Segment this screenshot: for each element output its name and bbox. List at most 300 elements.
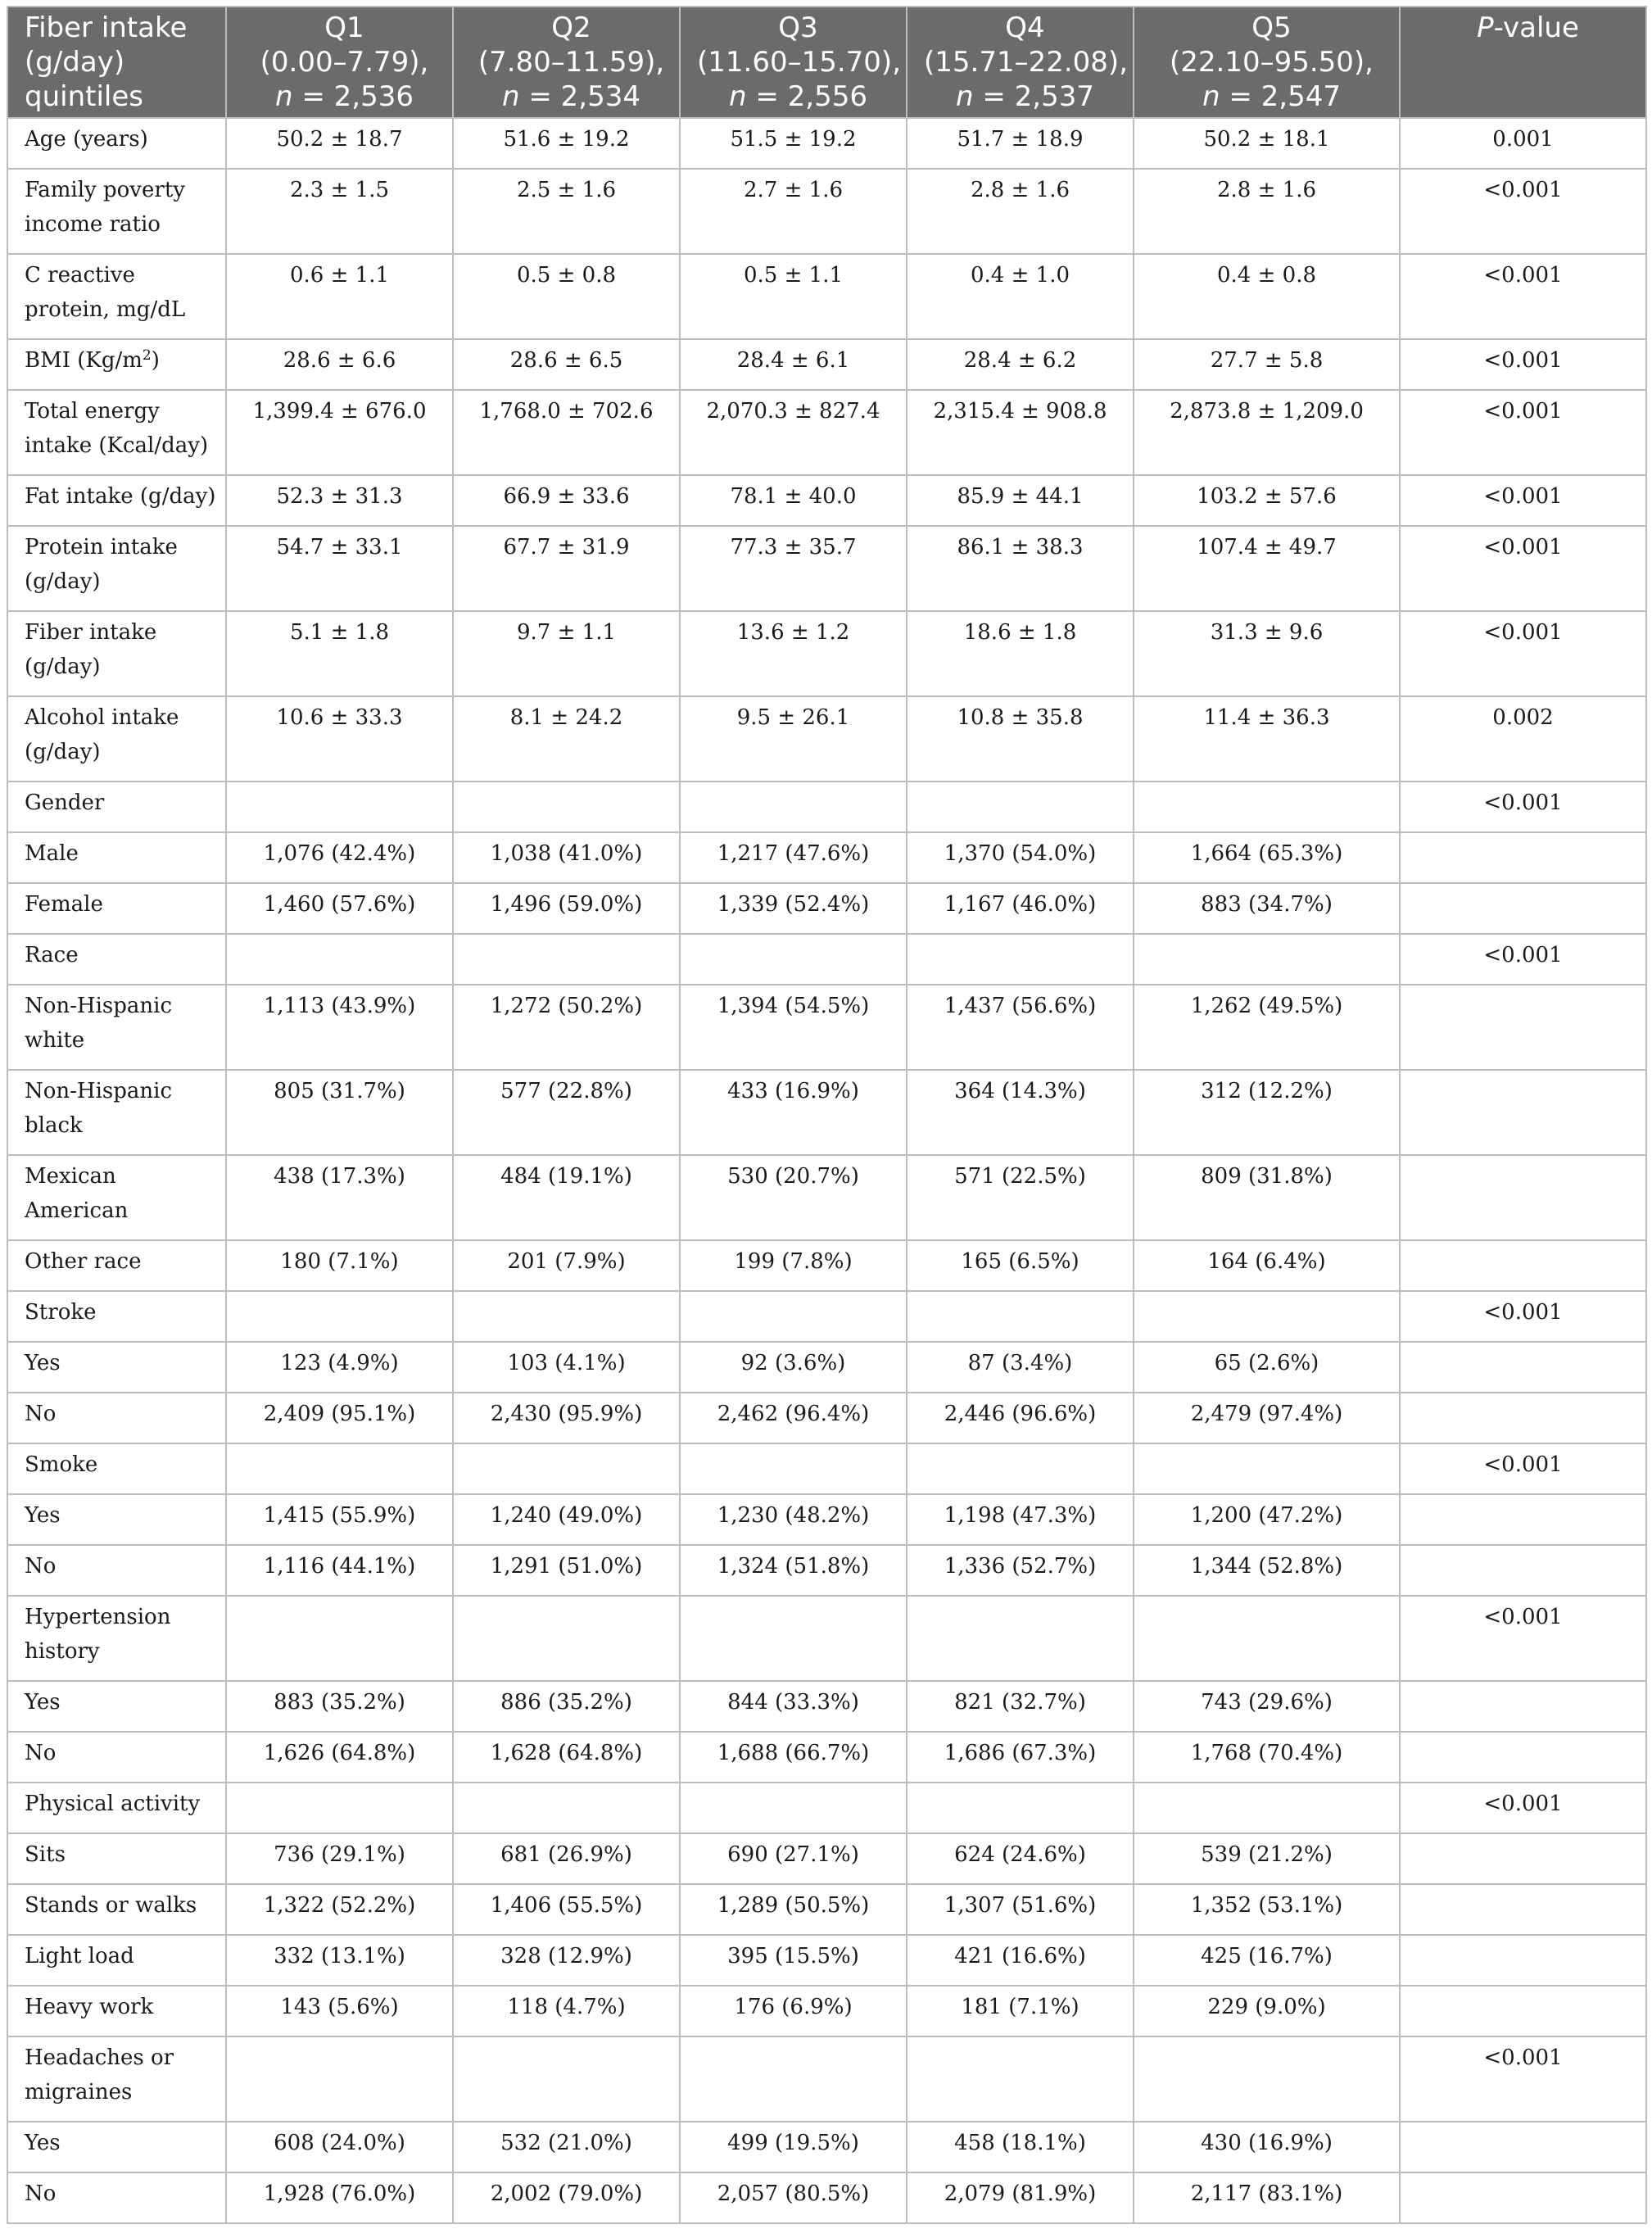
cell-q3: [680, 1291, 907, 1342]
cell-q1: 0.6 ± 1.1: [226, 254, 453, 339]
cell-q2: 886 (35.2%): [453, 1681, 680, 1732]
cell-q5: 50.2 ± 18.1: [1134, 118, 1400, 169]
row-label: [7, 781, 226, 832]
cell-q1: 50.2 ± 18.7: [226, 118, 453, 169]
cell-p-value: <0.001: [1400, 390, 1646, 475]
cell-q3: 9.5 ± 26.1: [680, 696, 907, 781]
cell-q1: 1,113 (43.9%): [226, 985, 453, 1070]
cell-q1: [226, 1596, 453, 1681]
row-label-line: black: [25, 1113, 83, 1138]
cell-q2: 681 (26.9%): [453, 1833, 680, 1884]
row-label-line: Female: [25, 892, 103, 917]
table-row: [7, 1494, 1646, 1545]
cell-q3: 78.1 ± 40.0: [680, 475, 907, 526]
cell-q5: [1134, 934, 1400, 985]
cell-q3: 28.4 ± 6.1: [680, 339, 907, 390]
cell-q1: 736 (29.1%): [226, 1833, 453, 1884]
table-row: [7, 475, 1646, 526]
cell-q5: 164 (6.4%): [1134, 1240, 1400, 1291]
row-label-line: Gender: [25, 791, 105, 815]
cell-q1: 10.6 ± 33.3: [226, 696, 453, 781]
cell-q3: 1,289 (50.5%): [680, 1884, 907, 1935]
cell-q1: 438 (17.3%): [226, 1155, 453, 1240]
row-label: [7, 696, 226, 781]
cell-q5: [1134, 1783, 1400, 1833]
cell-q1: 143 (5.6%): [226, 1986, 453, 2036]
cell-q5: 229 (9.0%): [1134, 1986, 1400, 2036]
cell-q2: [453, 1443, 680, 1494]
table-row: [7, 934, 1646, 985]
cell-q3: 433 (16.9%): [680, 1070, 907, 1155]
row-label-line: No: [25, 2181, 57, 2206]
table-row: [7, 1443, 1646, 1494]
cell-q5: 1,768 (70.4%): [1134, 1732, 1400, 1783]
cell-q5: 2.8 ± 1.6: [1134, 169, 1400, 254]
cell-q3: 1,324 (51.8%): [680, 1545, 907, 1596]
header-n: n = 2,536: [274, 80, 414, 113]
cell-q1: 52.3 ± 31.3: [226, 475, 453, 526]
row-label: [7, 1986, 226, 2036]
row-label: [7, 1596, 226, 1681]
row-label-line: Family poverty: [25, 178, 185, 202]
row-label: [7, 118, 226, 169]
cell-q5: [1134, 1291, 1400, 1342]
row-label-line: Light load: [25, 1944, 134, 1968]
cell-q4: [907, 1596, 1134, 1681]
cell-q1: 805 (31.7%): [226, 1070, 453, 1155]
table-row: [7, 1291, 1646, 1342]
table-row: [7, 1545, 1646, 1596]
table-body: [7, 118, 1646, 2223]
cell-q4: 1,167 (46.0%): [907, 883, 1134, 934]
row-label: [7, 611, 226, 696]
cell-q2: 2,002 (79.0%): [453, 2172, 680, 2223]
row-label-line: income ratio: [25, 212, 161, 237]
cell-q4: 1,437 (56.6%): [907, 985, 1134, 1070]
table-row: [7, 1732, 1646, 1783]
row-label: [7, 1884, 226, 1935]
cell-q3: 199 (7.8%): [680, 1240, 907, 1291]
cell-q2: [453, 781, 680, 832]
row-label-line: intake (Kcal/day): [25, 433, 209, 458]
cell-q1: 54.7 ± 33.1: [226, 526, 453, 611]
row-label-line: Non-Hispanic: [25, 994, 173, 1018]
cell-q1: 1,399.4 ± 676.0: [226, 390, 453, 475]
header-line: (7.80–11.59),: [477, 46, 665, 79]
cell-p-value: <0.001: [1400, 475, 1646, 526]
cell-p-value: <0.001: [1400, 1596, 1646, 1681]
row-label-line: (g/day): [25, 740, 101, 764]
cell-q2: [453, 1291, 680, 1342]
cell-q2: 577 (22.8%): [453, 1070, 680, 1155]
cell-q5: 430 (16.9%): [1134, 2122, 1400, 2172]
p-italic: P: [1477, 11, 1494, 44]
cell-q5: [1134, 2036, 1400, 2122]
header-n-value: = 2,556: [746, 80, 867, 113]
row-label-line: Age (years): [25, 127, 148, 152]
row-label: [7, 1155, 226, 1240]
cell-q1: [226, 781, 453, 832]
cell-q4: 2.8 ± 1.6: [907, 169, 1134, 254]
row-label-line: migraines: [25, 2080, 133, 2104]
cell-q4: 165 (6.5%): [907, 1240, 1134, 1291]
cell-q5: 1,200 (47.2%): [1134, 1494, 1400, 1545]
cell-q4: 87 (3.4%): [907, 1342, 1134, 1393]
cell-q4: 2,446 (96.6%): [907, 1393, 1134, 1443]
row-label: [7, 1935, 226, 1986]
table-row: [7, 1342, 1646, 1393]
cell-q1: 180 (7.1%): [226, 1240, 453, 1291]
cell-p-value: [1400, 1070, 1646, 1155]
table-row: [7, 1596, 1646, 1681]
table-row: [7, 1240, 1646, 1291]
header-n-value: = 2,547: [1220, 80, 1341, 113]
row-label-line: No: [25, 1402, 57, 1426]
cell-q4: 51.7 ± 18.9: [907, 118, 1134, 169]
cell-q5: 425 (16.7%): [1134, 1935, 1400, 1986]
cell-q4: 28.4 ± 6.2: [907, 339, 1134, 390]
row-label: [7, 254, 226, 339]
cell-q1: 28.6 ± 6.6: [226, 339, 453, 390]
cell-q2: 1,272 (50.2%): [453, 985, 680, 1070]
header-n: n = 2,537: [955, 80, 1094, 113]
row-label: [7, 390, 226, 475]
cell-q3: 395 (15.5%): [680, 1935, 907, 1986]
table-row: [7, 1393, 1646, 1443]
cell-q2: 532 (21.0%): [453, 2122, 680, 2172]
row-label-line: Yes: [25, 2131, 61, 2155]
cell-q3: 2.7 ± 1.6: [680, 169, 907, 254]
header-q3: [680, 7, 907, 118]
header-q4: [907, 7, 1134, 118]
header-n-value: = 2,534: [519, 80, 640, 113]
row-label-line: Physical activity: [25, 1792, 201, 1816]
cell-q1: 1,928 (76.0%): [226, 2172, 453, 2223]
cell-p-value: <0.001: [1400, 339, 1646, 390]
table-container: [7, 6, 1645, 2224]
header-row: [7, 7, 1646, 118]
row-label: [7, 1732, 226, 1783]
cell-q3: 499 (19.5%): [680, 2122, 907, 2172]
table-row: [7, 390, 1646, 475]
cell-q4: [907, 781, 1134, 832]
cell-p-value: 0.002: [1400, 696, 1646, 781]
cell-q4: 624 (24.6%): [907, 1833, 1134, 1884]
cell-q1: 2.3 ± 1.5: [226, 169, 453, 254]
row-label: [7, 526, 226, 611]
cell-q5: 1,262 (49.5%): [1134, 985, 1400, 1070]
row-label-line: Yes: [25, 1351, 61, 1375]
cell-q3: 1,217 (47.6%): [680, 832, 907, 883]
cell-q2: 484 (19.1%): [453, 1155, 680, 1240]
header-n-value: = 2,536: [292, 80, 414, 113]
row-label-line: Non-Hispanic: [25, 1079, 173, 1103]
cell-q2: [453, 1783, 680, 1833]
cell-q4: 10.8 ± 35.8: [907, 696, 1134, 781]
row-label-line: Male: [25, 841, 79, 866]
cell-q5: 539 (21.2%): [1134, 1833, 1400, 1884]
cell-q3: 530 (20.7%): [680, 1155, 907, 1240]
cell-q4: 181 (7.1%): [907, 1986, 1134, 2036]
cell-q4: 1,686 (67.3%): [907, 1732, 1134, 1783]
cell-q4: 1,370 (54.0%): [907, 832, 1134, 883]
header-line: Q1: [324, 11, 364, 44]
cell-p-value: [1400, 832, 1646, 883]
header-line: (0.00–7.79),: [260, 46, 429, 79]
cell-p-value: [1400, 1935, 1646, 1986]
cell-q2: 2.5 ± 1.6: [453, 169, 680, 254]
cell-q4: 18.6 ± 1.8: [907, 611, 1134, 696]
header-n: n = 2,556: [728, 80, 867, 113]
cell-q3: [680, 1783, 907, 1833]
header-q2: [453, 7, 680, 118]
table-row: [7, 1783, 1646, 1833]
header-line: Q4: [1005, 11, 1045, 44]
row-label: [7, 475, 226, 526]
row-label: [7, 339, 226, 390]
row-label-line: white: [25, 1028, 85, 1053]
cell-p-value: [1400, 1681, 1646, 1732]
cell-q4: 821 (32.7%): [907, 1681, 1134, 1732]
row-label-line: Yes: [25, 1690, 61, 1715]
cell-q3: 77.3 ± 35.7: [680, 526, 907, 611]
row-label-line: American: [25, 1198, 129, 1223]
cell-q2: 0.5 ± 0.8: [453, 254, 680, 339]
cell-q1: [226, 934, 453, 985]
cell-q2: 1,291 (51.0%): [453, 1545, 680, 1596]
row-label-line: Other race: [25, 1249, 142, 1274]
row-label-line: (g/day): [25, 655, 101, 679]
cell-q3: 92 (3.6%): [680, 1342, 907, 1393]
header-line: (22.10–95.50),: [1169, 46, 1374, 79]
cell-q5: 103.2 ± 57.6: [1134, 475, 1400, 526]
cell-q1: 1,460 (57.6%): [226, 883, 453, 934]
cell-q1: 123 (4.9%): [226, 1342, 453, 1393]
cell-q2: 8.1 ± 24.2: [453, 696, 680, 781]
cell-q4: [907, 2036, 1134, 2122]
cell-q3: 0.5 ± 1.1: [680, 254, 907, 339]
row-label: [7, 985, 226, 1070]
cell-q3: [680, 2036, 907, 2122]
table-row: [7, 1833, 1646, 1884]
row-label: [7, 1070, 226, 1155]
row-label-line: Headaches or: [25, 2045, 174, 2070]
cell-p-value: <0.001: [1400, 1443, 1646, 1494]
row-label: [7, 169, 226, 254]
cell-q3: 13.6 ± 1.2: [680, 611, 907, 696]
cell-q4: 1,198 (47.3%): [907, 1494, 1134, 1545]
table-row: [7, 254, 1646, 339]
cell-q4: 0.4 ± 1.0: [907, 254, 1134, 339]
cell-q5: 1,352 (53.1%): [1134, 1884, 1400, 1935]
cell-q3: [680, 934, 907, 985]
cell-q4: 2,079 (81.9%): [907, 2172, 1134, 2223]
cell-q1: 1,322 (52.2%): [226, 1884, 453, 1935]
cell-q3: 176 (6.9%): [680, 1986, 907, 2036]
row-label: [7, 1783, 226, 1833]
cell-p-value: [1400, 1884, 1646, 1935]
row-label-line: C reactive: [25, 263, 135, 288]
table-row: [7, 1070, 1646, 1155]
cell-q1: [226, 2036, 453, 2122]
cell-q1: [226, 1291, 453, 1342]
header-line: Q2: [551, 11, 591, 44]
header-n: n = 2,547: [1202, 80, 1341, 113]
table-row: [7, 1884, 1646, 1935]
cell-q5: 107.4 ± 49.7: [1134, 526, 1400, 611]
row-label: [7, 1240, 226, 1291]
cell-q5: 1,664 (65.3%): [1134, 832, 1400, 883]
table-row: [7, 1155, 1646, 1240]
cell-q1: 608 (24.0%): [226, 2122, 453, 2172]
cell-q4: 1,307 (51.6%): [907, 1884, 1134, 1935]
cell-p-value: [1400, 1155, 1646, 1240]
row-label-line: Smoke: [25, 1452, 98, 1477]
cell-q5: 2,479 (97.4%): [1134, 1393, 1400, 1443]
header-line: quintiles: [25, 80, 143, 113]
cell-q2: 201 (7.9%): [453, 1240, 680, 1291]
cell-q2: [453, 934, 680, 985]
cell-q1: 1,116 (44.1%): [226, 1545, 453, 1596]
cell-p-value: <0.001: [1400, 781, 1646, 832]
cell-q4: [907, 1443, 1134, 1494]
cell-q5: 65 (2.6%): [1134, 1342, 1400, 1393]
cell-q4: 85.9 ± 44.1: [907, 475, 1134, 526]
cell-q3: 1,339 (52.4%): [680, 883, 907, 934]
cell-q1: [226, 1783, 453, 1833]
table-row: [7, 883, 1646, 934]
fiber-intake-table: [7, 6, 1647, 2224]
row-label-line: Alcohol intake: [25, 705, 179, 730]
cell-p-value: <0.001: [1400, 526, 1646, 611]
cell-p-value: 0.001: [1400, 118, 1646, 169]
table-row: [7, 611, 1646, 696]
cell-q4: 458 (18.1%): [907, 2122, 1134, 2172]
row-label-line: Race: [25, 943, 79, 967]
header-fiber-intake-quintiles: [7, 7, 226, 118]
cell-q3: 2,057 (80.5%): [680, 2172, 907, 2223]
row-label-line: Hypertension: [25, 1605, 171, 1629]
cell-q2: 1,038 (41.0%): [453, 832, 680, 883]
cell-q1: 1,626 (64.8%): [226, 1732, 453, 1783]
cell-q5: 2,873.8 ± 1,209.0: [1134, 390, 1400, 475]
cell-q2: 1,240 (49.0%): [453, 1494, 680, 1545]
cell-q2: 28.6 ± 6.5: [453, 339, 680, 390]
cell-q5: 0.4 ± 0.8: [1134, 254, 1400, 339]
cell-p-value: [1400, 2122, 1646, 2172]
header-line: [1417, 11, 1639, 45]
table-row: [7, 696, 1646, 781]
header-line: Q3: [778, 11, 818, 44]
header-line: Q5: [1251, 11, 1292, 44]
cell-q3: 690 (27.1%): [680, 1833, 907, 1884]
cell-q5: 31.3 ± 9.6: [1134, 611, 1400, 696]
cell-p-value: [1400, 883, 1646, 934]
header-q1: [226, 7, 453, 118]
cell-p-value: <0.001: [1400, 169, 1646, 254]
row-label-line: Yes: [25, 1503, 61, 1528]
row-label-line: No: [25, 1741, 57, 1765]
cell-q2: 328 (12.9%): [453, 1935, 680, 1986]
cell-q4: 1,336 (52.7%): [907, 1545, 1134, 1596]
cell-q1: 883 (35.2%): [226, 1681, 453, 1732]
row-label-line: history: [25, 1639, 100, 1664]
cell-q5: 1,344 (52.8%): [1134, 1545, 1400, 1596]
row-label: [7, 2036, 226, 2122]
cell-p-value: <0.001: [1400, 934, 1646, 985]
row-label: [7, 1494, 226, 1545]
row-label-line: Sits: [25, 1842, 66, 1867]
table-row: [7, 2036, 1646, 2122]
cell-q5: [1134, 781, 1400, 832]
row-label-line: Protein intake: [25, 535, 178, 560]
cell-q3: [680, 1443, 907, 1494]
row-label: [7, 2172, 226, 2223]
row-label-line: Fiber intake: [25, 620, 157, 645]
cell-q4: [907, 1291, 1134, 1342]
cell-q3: 1,688 (66.7%): [680, 1732, 907, 1783]
row-label: [7, 1443, 226, 1494]
cell-q5: 743 (29.6%): [1134, 1681, 1400, 1732]
cell-p-value: [1400, 1393, 1646, 1443]
cell-q5: 11.4 ± 36.3: [1134, 696, 1400, 781]
cell-q2: 1,406 (55.5%): [453, 1884, 680, 1935]
cell-p-value: [1400, 985, 1646, 1070]
cell-q1: 1,415 (55.9%): [226, 1494, 453, 1545]
cell-q3: 51.5 ± 19.2: [680, 118, 907, 169]
cell-q2: 9.7 ± 1.1: [453, 611, 680, 696]
row-label: [7, 1681, 226, 1732]
cell-q5: 883 (34.7%): [1134, 883, 1400, 934]
cell-q2: 103 (4.1%): [453, 1342, 680, 1393]
row-label: [7, 883, 226, 934]
cell-p-value: <0.001: [1400, 254, 1646, 339]
cell-p-value: [1400, 1833, 1646, 1884]
table-row: [7, 118, 1646, 169]
cell-q5: [1134, 1596, 1400, 1681]
row-label-line: Stands or walks: [25, 1893, 197, 1918]
cell-q4: 2,315.4 ± 908.8: [907, 390, 1134, 475]
cell-q2: 2,430 (95.9%): [453, 1393, 680, 1443]
cell-q3: 2,070.3 ± 827.4: [680, 390, 907, 475]
header-n: n = 2,534: [501, 80, 640, 113]
cell-q4: 421 (16.6%): [907, 1935, 1134, 1986]
cell-q4: 86.1 ± 38.3: [907, 526, 1134, 611]
table-row: [7, 832, 1646, 883]
row-label-line: Fat intake (g/day): [25, 484, 216, 509]
row-label: [7, 1342, 226, 1393]
cell-p-value: [1400, 1986, 1646, 2036]
cell-q3: 844 (33.3%): [680, 1681, 907, 1732]
table-row: [7, 1681, 1646, 1732]
row-label-line: Stroke: [25, 1300, 97, 1325]
cell-q3: [680, 781, 907, 832]
row-label: [7, 1393, 226, 1443]
cell-q3: 1,230 (48.2%): [680, 1494, 907, 1545]
cell-p-value: [1400, 1240, 1646, 1291]
cell-q5: [1134, 1443, 1400, 1494]
cell-q1: [226, 1443, 453, 1494]
table-row: [7, 781, 1646, 832]
cell-p-value: [1400, 1494, 1646, 1545]
header-n-value: = 2,537: [973, 80, 1094, 113]
cell-q2: [453, 2036, 680, 2122]
cell-p-value: <0.001: [1400, 1291, 1646, 1342]
cell-q5: 2,117 (83.1%): [1134, 2172, 1400, 2223]
cell-q1: 5.1 ± 1.8: [226, 611, 453, 696]
cell-q2: 1,496 (59.0%): [453, 883, 680, 934]
table-row: [7, 1986, 1646, 2036]
